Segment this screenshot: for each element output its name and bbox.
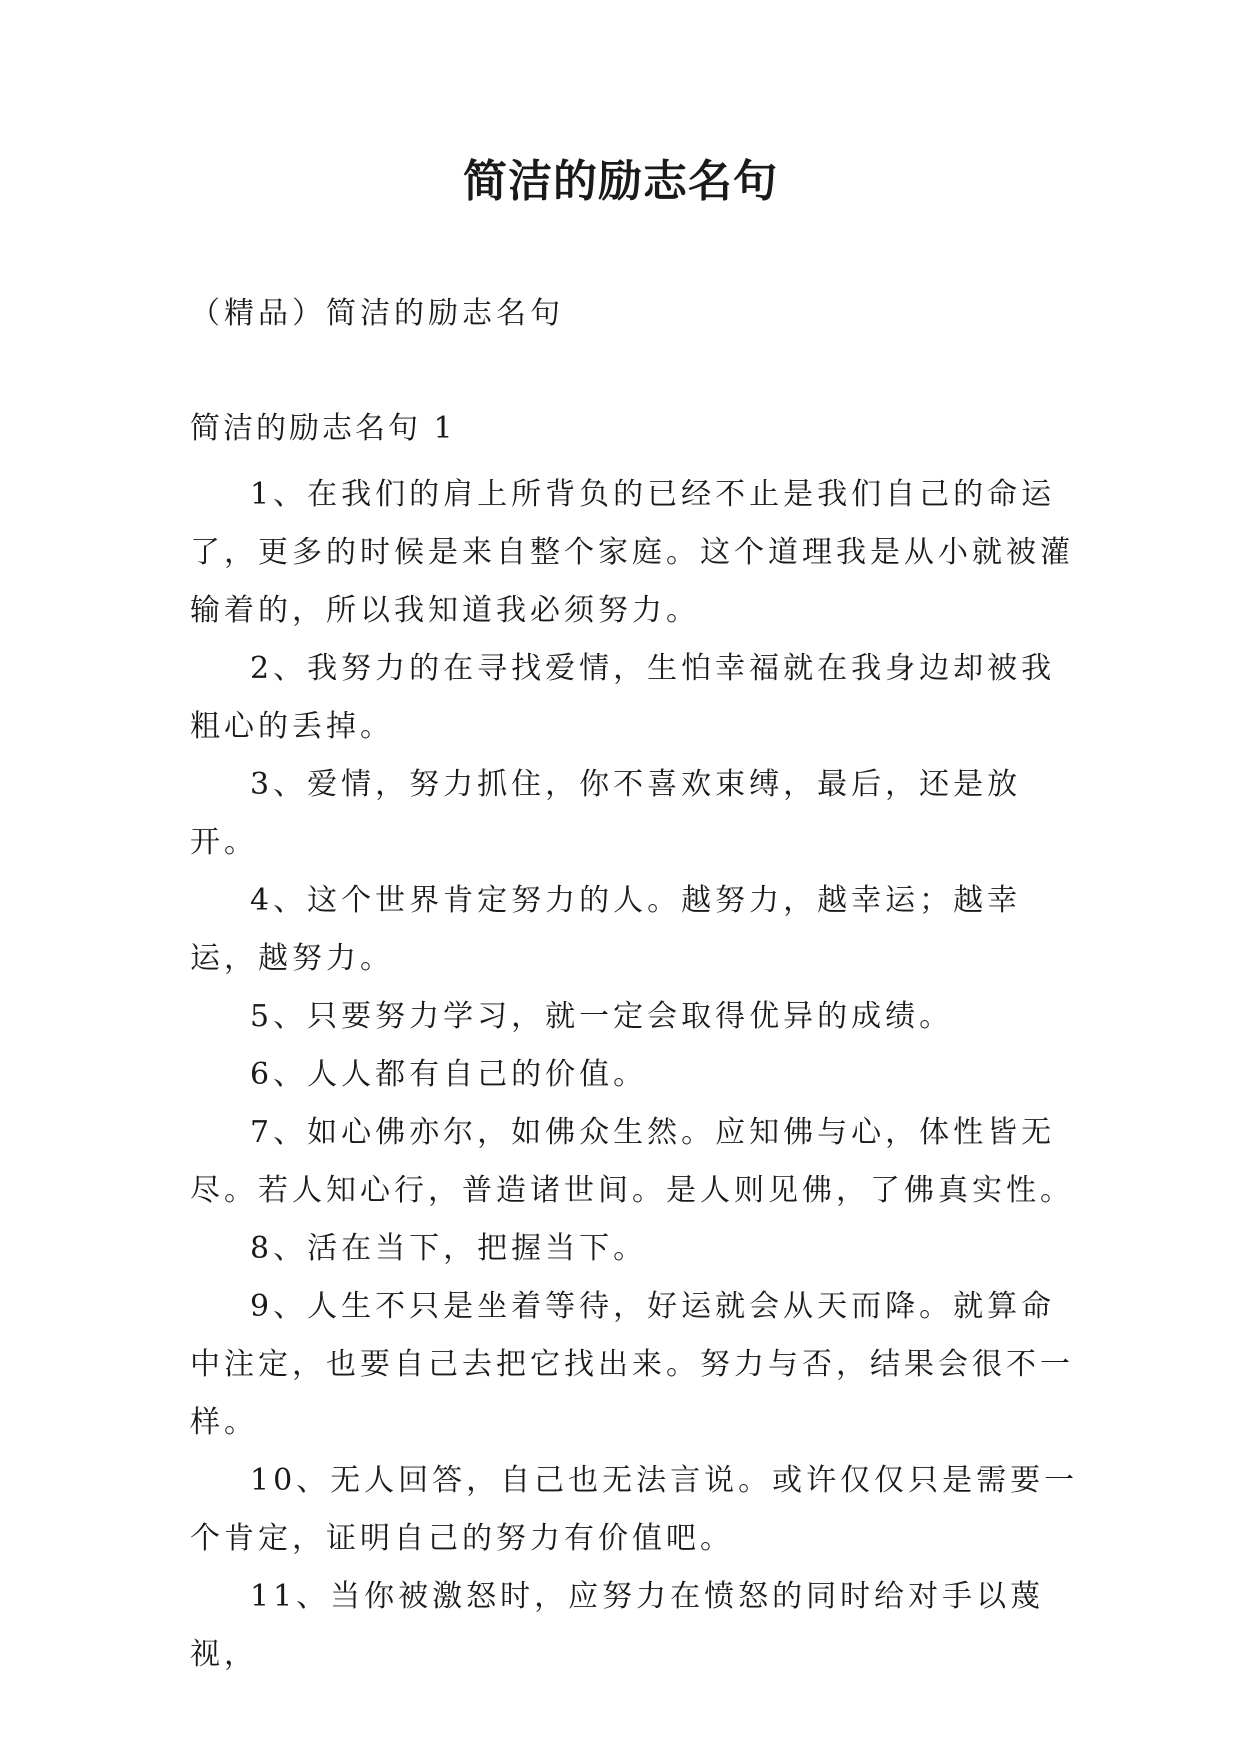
quote-paragraph: 5、只要努力学习，就一定会取得优异的成绩。 [250, 999, 954, 1034]
quote-paragraph: 1、在我们的肩上所背负的已经不止是我们自己的命运了，更多的时候是来自整个家庭。这个道理我是从小就被灌输着的，所以我知道我必须努力。 [190, 477, 1074, 628]
section-heading: 简洁的励志名句 1 [190, 411, 456, 446]
document-subtitle: （精品）简洁的励志名句 [190, 296, 564, 331]
quote-paragraph: 10、无人回答，自己也无法言说。或许仅仅只是需要一个肯定，证明自己的努力有价值吧。 [190, 1463, 1079, 1556]
document-body [190, 466, 1080, 1684]
quote-paragraph: 6、人人都有自己的价值。 [250, 1057, 648, 1092]
quote-paragraph: 9、人生不只是坐着等待，好运就会从天而降。就算命中注定，也要自己去把它找出来。努力与否，结果会很不一样。 [190, 1289, 1074, 1440]
quote-paragraph: 2、我努力的在寻找爱情，生怕幸福就在我身边却被我粗心的丢掉。 [190, 651, 1056, 744]
quote-paragraph: 4、这个世界肯定努力的人。越努力，越幸运；越幸运，越努力。 [190, 883, 1022, 976]
quote-paragraph: 3、爱情，努力抓住，你不喜欢束缚，最后，还是放开。 [190, 767, 1022, 860]
document-title: 简洁的励志名句 [463, 156, 778, 207]
quote-paragraph: 8、活在当下，把握当下。 [250, 1231, 648, 1266]
quote-paragraph: 11、当你被激怒时，应努力在愤怒的同时给对手以蔑视， [190, 1579, 1045, 1672]
quote-paragraph: 7、如心佛亦尔，如佛众生然。应知佛与心，体性皆无尽。若人知心行，普造诸世间。是人则见佛，了佛真实性。 [190, 1115, 1074, 1208]
